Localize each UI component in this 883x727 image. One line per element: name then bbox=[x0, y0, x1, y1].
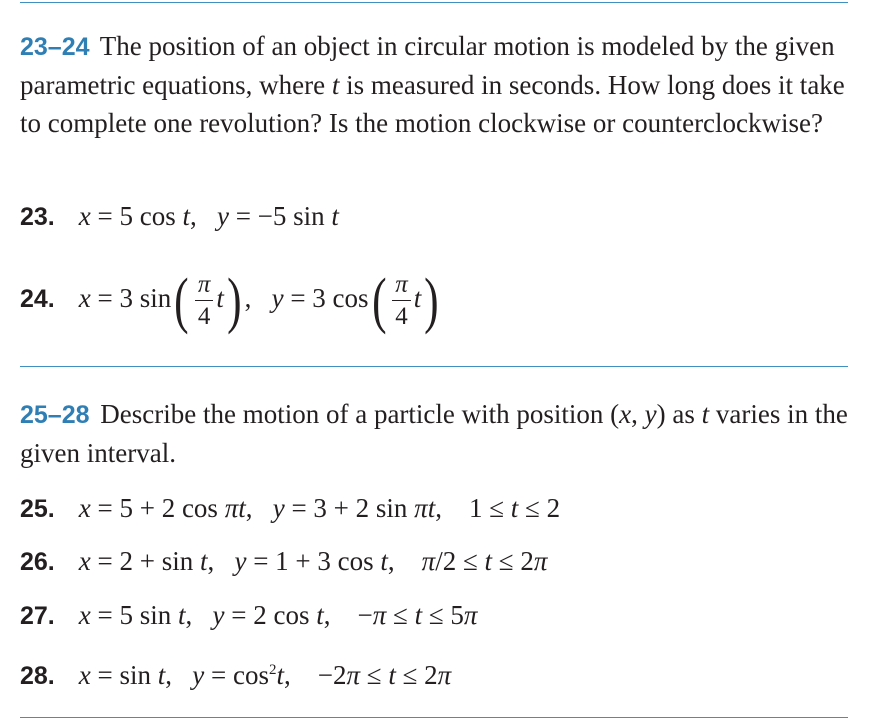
exercise-number: 27. bbox=[20, 602, 55, 630]
equation: x = 2 + sin t, y = 1 + 3 cos t, π/2 ≤ t ≤ 2π bbox=[78, 546, 548, 576]
instruction-text: Describe the motion of a particle with position (x, y) as t varies in the given interval. bbox=[20, 399, 848, 468]
exercise-23 bbox=[20, 197, 339, 236]
exercise-25 bbox=[20, 489, 560, 528]
exercise-number: 24. bbox=[20, 285, 55, 313]
exercise-number: 23. bbox=[20, 203, 55, 231]
exercise-number: 25. bbox=[20, 495, 55, 523]
bottom-rule bbox=[20, 717, 848, 718]
exercise-number: 28. bbox=[20, 662, 55, 690]
exercise-range: 25–28 bbox=[20, 401, 90, 429]
section-23-24-header bbox=[20, 27, 850, 142]
equation: x = 5 sin t, y = 2 cos t, −π ≤ t ≤ 5π bbox=[78, 600, 478, 630]
equation: x = 5 + 2 cos πt, y = 3 + 2 sin πt, 1 ≤ t ≤ 2 bbox=[78, 493, 561, 523]
equation: x = 5 cos t, y = −5 sin t bbox=[78, 201, 339, 231]
section-divider bbox=[20, 366, 848, 367]
instruction-text: The position of an object in circular motion is modeled by the given parametric equations, where t is measured in seconds. How long does it take to complete one revolution? Is the motion clockwise or counterclockwise? bbox=[20, 31, 845, 138]
section-25-28-header bbox=[20, 395, 850, 472]
exercise-26 bbox=[20, 542, 547, 581]
exercise-28 bbox=[20, 651, 451, 695]
exercise-range: 23–24 bbox=[20, 33, 90, 61]
top-rule bbox=[20, 2, 848, 3]
exercise-number: 26. bbox=[20, 548, 55, 576]
exercise-27 bbox=[20, 596, 477, 635]
equation: x = 3 sin( $\frac{\pi}{4}$ t) , y = 3 cos( $\frac{\pi}{4}$ t) bbox=[78, 266, 439, 335]
exercise-24 bbox=[20, 260, 442, 337]
equation: x = sin t, $y = \cos^2t$, −2π ≤ t ≤ 2π bbox=[78, 660, 452, 690]
